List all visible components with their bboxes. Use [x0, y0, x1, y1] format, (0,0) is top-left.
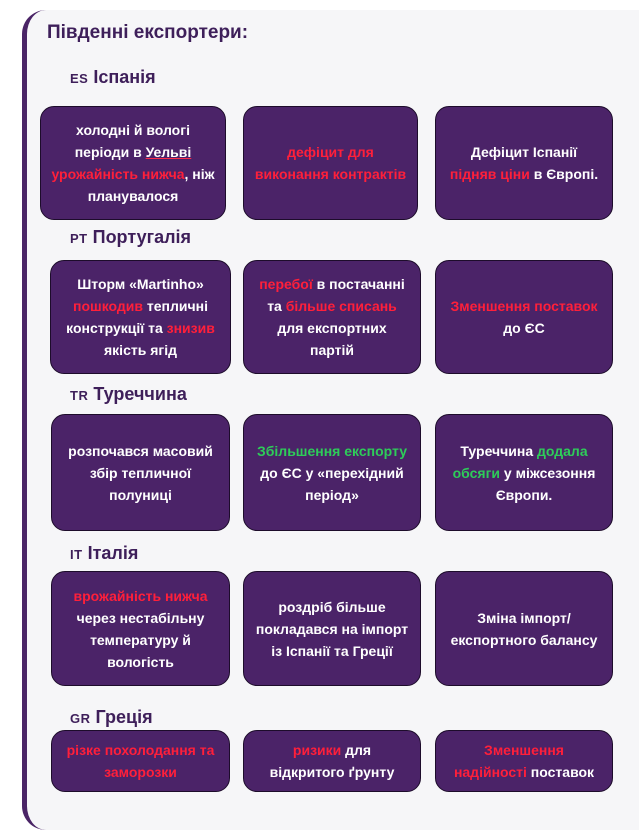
highlighted-text: більше списань	[285, 298, 397, 314]
highlighted-text: додала обсяги	[452, 442, 588, 481]
country-name: Італія	[87, 543, 139, 563]
highlighted-text: перебої	[259, 276, 313, 292]
card-it-1	[51, 571, 230, 686]
country-code: ES	[70, 71, 89, 86]
country-code: IT	[70, 547, 83, 562]
card-text	[254, 273, 410, 361]
card-text-segment: для експортних партій	[277, 320, 387, 358]
country-name: Португалія	[92, 227, 192, 247]
country-code: TR	[70, 388, 89, 403]
country-code: GR	[70, 711, 91, 726]
card-text-segment: Зміна імпорт/експортного балансу	[450, 609, 598, 648]
country-name: Туреччина	[93, 384, 187, 404]
card-text-segment: тепличні конструкції та	[66, 298, 208, 336]
card-pt-2	[243, 260, 421, 374]
card-text	[254, 739, 410, 783]
card-text	[254, 440, 410, 506]
country-name: Іспанія	[93, 67, 156, 87]
card-tr-1	[51, 414, 230, 531]
card-text-segment: Дефіцит Іспанії	[470, 144, 578, 160]
section-header-gr	[70, 707, 153, 728]
highlighted-text: урожайність нижча	[51, 166, 185, 182]
card-text	[446, 739, 602, 783]
page-title: Південні експортери:	[47, 22, 249, 43]
card-text	[446, 440, 602, 506]
card-text-segment: в Європі.	[529, 166, 599, 182]
highlighted-text: дефіцит для виконання контрактів	[254, 144, 407, 182]
card-text-segment: холодні й вологі періоди в	[74, 122, 190, 160]
card-text-segment: якість ягід	[104, 342, 177, 358]
card-text-segment: поставок	[526, 764, 595, 780]
highlighted-text: пошкодив	[73, 298, 143, 314]
card-text	[254, 141, 407, 185]
card-tr-2	[243, 414, 421, 531]
card-text	[61, 273, 220, 361]
card-text-segment: через нестабільну температуру й вологість	[76, 609, 205, 670]
section-header-pt	[70, 227, 191, 248]
card-pt-1	[50, 260, 231, 374]
card-text-segment: розпочався масовий збір тепличної полуниці	[68, 442, 213, 503]
section-header-es	[70, 67, 156, 88]
highlighted-text: ризики	[292, 742, 342, 758]
card-text-segment: у міжсезоння Європи.	[495, 464, 596, 503]
highlighted-text: Збільшення експорту	[257, 442, 407, 459]
card-text	[254, 596, 410, 662]
highlighted-text: Зменшення надійності	[453, 742, 564, 780]
card-es-2	[243, 106, 418, 220]
card-es-1	[40, 106, 226, 220]
card-text	[51, 119, 215, 207]
card-gr-1	[51, 730, 230, 792]
card-text	[62, 440, 219, 506]
highlighted-text: підняв ціни	[449, 166, 530, 182]
card-text-segment: роздріб більше покладався на імпорт із Іспанії та Греції	[255, 598, 409, 659]
section-header-it	[70, 543, 138, 564]
card-gr-3	[435, 730, 613, 792]
card-gr-2	[243, 730, 421, 792]
card-text-segment: Шторм «Martinho»	[77, 276, 204, 292]
card-text	[446, 295, 602, 339]
card-text-segment: до ЄС у «перехідний період»	[260, 464, 404, 503]
highlighted-text: врожайність нижча	[73, 587, 208, 604]
section-header-tr	[70, 384, 187, 405]
card-tr-3	[435, 414, 613, 531]
card-es-3	[435, 106, 613, 220]
country-name: Греція	[95, 707, 153, 727]
card-text-segment: , ніж планувалося	[87, 166, 215, 204]
highlighted-text: різке похолодання та заморозки	[66, 742, 215, 780]
card-text-segment: до ЄС	[503, 320, 545, 336]
highlighted-text: Зменшення поставок	[450, 298, 598, 314]
card-text	[446, 607, 602, 651]
card-text-segment: Туреччина	[460, 442, 537, 459]
card-text	[62, 739, 219, 783]
card-pt-3	[435, 260, 613, 374]
card-text-segment: Уельві	[145, 144, 192, 160]
country-code: PT	[70, 231, 88, 246]
card-text-segment: в постачанні та	[267, 276, 405, 314]
card-text	[62, 585, 219, 673]
card-text	[446, 141, 602, 185]
highlighted-text: знизив	[166, 320, 215, 336]
card-text-segment: для відкритого ґрунту	[269, 742, 395, 780]
card-it-3	[435, 571, 613, 686]
card-it-2	[243, 571, 421, 686]
